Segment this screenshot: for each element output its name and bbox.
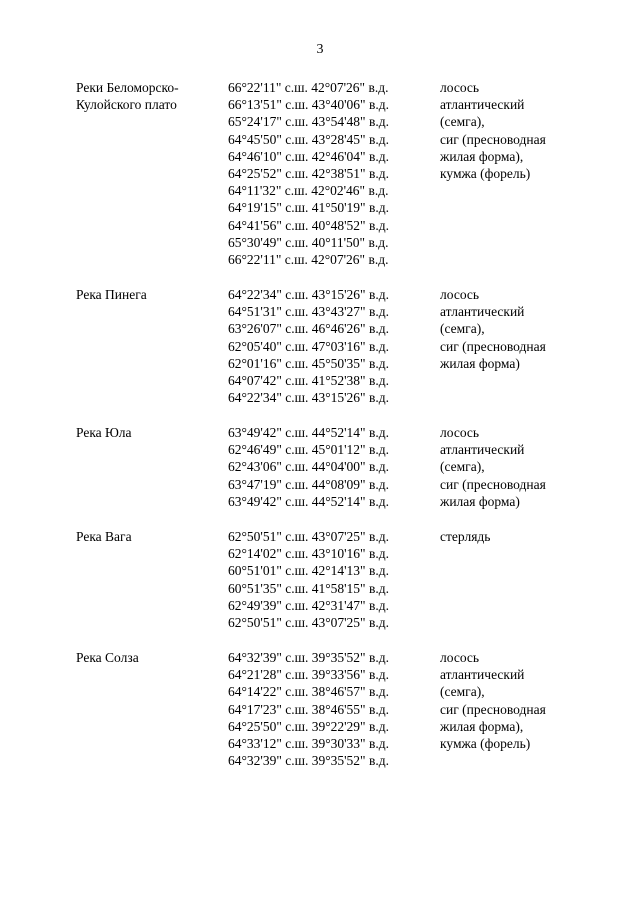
river-species-line: атлантический <box>440 667 525 683</box>
river-coordinates-line: 63°26'07" с.ш. 46°46'26" в.д. <box>228 321 389 337</box>
river-coordinates <box>228 528 428 631</box>
river-species-line: жилая форма) <box>440 493 520 509</box>
river-name <box>76 79 226 113</box>
river-coordinates-line: 64°25'50" с.ш. 39°22'29" в.д. <box>228 718 389 734</box>
river-species <box>440 286 600 372</box>
river-name-line: Река Вага <box>76 529 132 544</box>
river-species-line: атлантический <box>440 442 525 458</box>
river-species-line: (семга), <box>440 114 485 130</box>
river-coordinates-line: 64°14'22" с.ш. 38°46'57" в.д. <box>228 684 389 700</box>
river-coordinates-line: 62°14'02" с.ш. 43°10'16" в.д. <box>228 546 389 562</box>
river-name-line: Река Солза <box>76 650 139 665</box>
river-coordinates-line: 64°46'10" с.ш. 42°46'04" в.д. <box>228 148 389 164</box>
river-coordinates-line: 60°51'35" с.ш. 41°58'15" в.д. <box>228 580 389 596</box>
river-species-line: лосось <box>440 80 480 95</box>
river-species <box>440 79 600 182</box>
river-species <box>440 528 600 545</box>
river-coordinates-line: 64°32'39" с.ш. 39°35'52" в.д. <box>228 650 389 665</box>
river-species-line: (семга), <box>440 321 485 337</box>
river-coordinates-line: 64°45'50" с.ш. 43°28'45" в.д. <box>228 131 389 147</box>
river-coordinates-line: 62°50'51" с.ш. 43°07'25" в.д. <box>228 529 389 544</box>
river-coordinates-line: 64°11'32" с.ш. 42°02'46" в.д. <box>228 183 389 199</box>
river-name-line: Река Пинега <box>76 287 147 302</box>
river-coordinates-line: 66°22'11" с.ш. 42°07'26" в.д. <box>228 252 389 268</box>
river-name-line: Река Юла <box>76 425 132 440</box>
river-coordinates-line: 62°50'51" с.ш. 43°07'25" в.д. <box>228 615 389 631</box>
river-name-line: Кулойского плато <box>76 97 177 113</box>
river-species <box>440 649 600 752</box>
river-coordinates-line: 66°22'11" с.ш. 42°07'26" в.д. <box>228 80 389 95</box>
river-species-line: атлантический <box>440 304 525 320</box>
river-coordinates <box>228 286 428 406</box>
river-coordinates-line: 64°22'34" с.ш. 43°15'26" в.д. <box>228 287 389 302</box>
river-coordinates-line: 62°01'16" с.ш. 45°50'35" в.д. <box>228 355 389 371</box>
river-coordinates-line: 63°49'42" с.ш. 44°52'14" в.д. <box>228 425 389 440</box>
river-species-line: жилая форма) <box>440 355 520 371</box>
river-species-line: лосось <box>440 650 480 665</box>
river-species-line: жилая форма), <box>440 718 524 734</box>
river-name-line: Реки Беломорско- <box>76 80 179 95</box>
river-species-line: жилая форма), <box>440 148 524 164</box>
river-coordinates-line: 64°51'31" с.ш. 43°43'27" в.д. <box>228 304 389 320</box>
river-species-line: (семга), <box>440 459 485 475</box>
river-name <box>76 424 226 441</box>
river-coordinates-line: 62°05'40" с.ш. 47°03'16" в.д. <box>228 338 389 354</box>
river-name <box>76 528 226 545</box>
river-species <box>440 424 600 510</box>
river-coordinates-line: 64°21'28" с.ш. 39°33'56" в.д. <box>228 667 389 683</box>
river-coordinates-line: 64°19'15" с.ш. 41°50'19" в.д. <box>228 200 389 216</box>
river-coordinates <box>228 424 428 510</box>
river-species-line: кумжа (форель) <box>440 736 531 752</box>
river-coordinates-line: 62°49'39" с.ш. 42°31'47" в.д. <box>228 597 389 613</box>
river-coordinates-line: 64°17'23" с.ш. 38°46'55" в.д. <box>228 701 389 717</box>
river-species-line: сиг (пресноводная <box>440 338 546 354</box>
river-coordinates-line: 66°13'51" с.ш. 43°40'06" в.д. <box>228 97 389 113</box>
river-species-line: сиг (пресноводная <box>440 131 546 147</box>
river-coordinates-line: 63°49'42" с.ш. 44°52'14" в.д. <box>228 493 389 509</box>
river-species-line: лосось <box>440 425 480 440</box>
river-name <box>76 649 226 666</box>
river-species-line: сиг (пресноводная <box>440 476 546 492</box>
river-coordinates-line: 64°25'52" с.ш. 42°38'51" в.д. <box>228 166 389 182</box>
river-coordinates-line: 64°07'42" с.ш. 41°52'38" в.д. <box>228 373 389 389</box>
river-species-line: сиг (пресноводная <box>440 701 546 717</box>
river-coordinates <box>228 79 428 268</box>
river-coordinates-line: 64°22'34" с.ш. 43°15'26" в.д. <box>228 390 389 406</box>
page-number: 3 <box>316 42 324 57</box>
river-coordinates-line: 65°24'17" с.ш. 43°54'48" в.д. <box>228 114 389 130</box>
river-species-line: стерлядь <box>440 529 491 544</box>
river-coordinates-line: 63°47'19" с.ш. 44°08'09" в.д. <box>228 476 389 492</box>
river-species-line: кумжа (форель) <box>440 166 531 182</box>
river-species-line: (семга), <box>440 684 485 700</box>
river-coordinates-line: 62°46'49" с.ш. 45°01'12" в.д. <box>228 442 389 458</box>
river-coordinates-line: 65°30'49" с.ш. 40°11'50" в.д. <box>228 234 389 250</box>
river-name <box>76 286 226 303</box>
river-coordinates-line: 64°41'56" с.ш. 40°48'52" в.д. <box>228 217 389 233</box>
river-coordinates-line: 64°32'39" с.ш. 39°35'52" в.д. <box>228 753 389 769</box>
river-coordinates-line: 62°43'06" с.ш. 44°04'00" в.д. <box>228 459 389 475</box>
river-coordinates-line: 64°33'12" с.ш. 39°30'33" в.д. <box>228 736 389 752</box>
river-coordinates-line: 60°51'01" с.ш. 42°14'13" в.д. <box>228 563 389 579</box>
river-coordinates <box>228 649 428 769</box>
river-species-line: лосось <box>440 287 480 302</box>
river-species-line: атлантический <box>440 97 525 113</box>
